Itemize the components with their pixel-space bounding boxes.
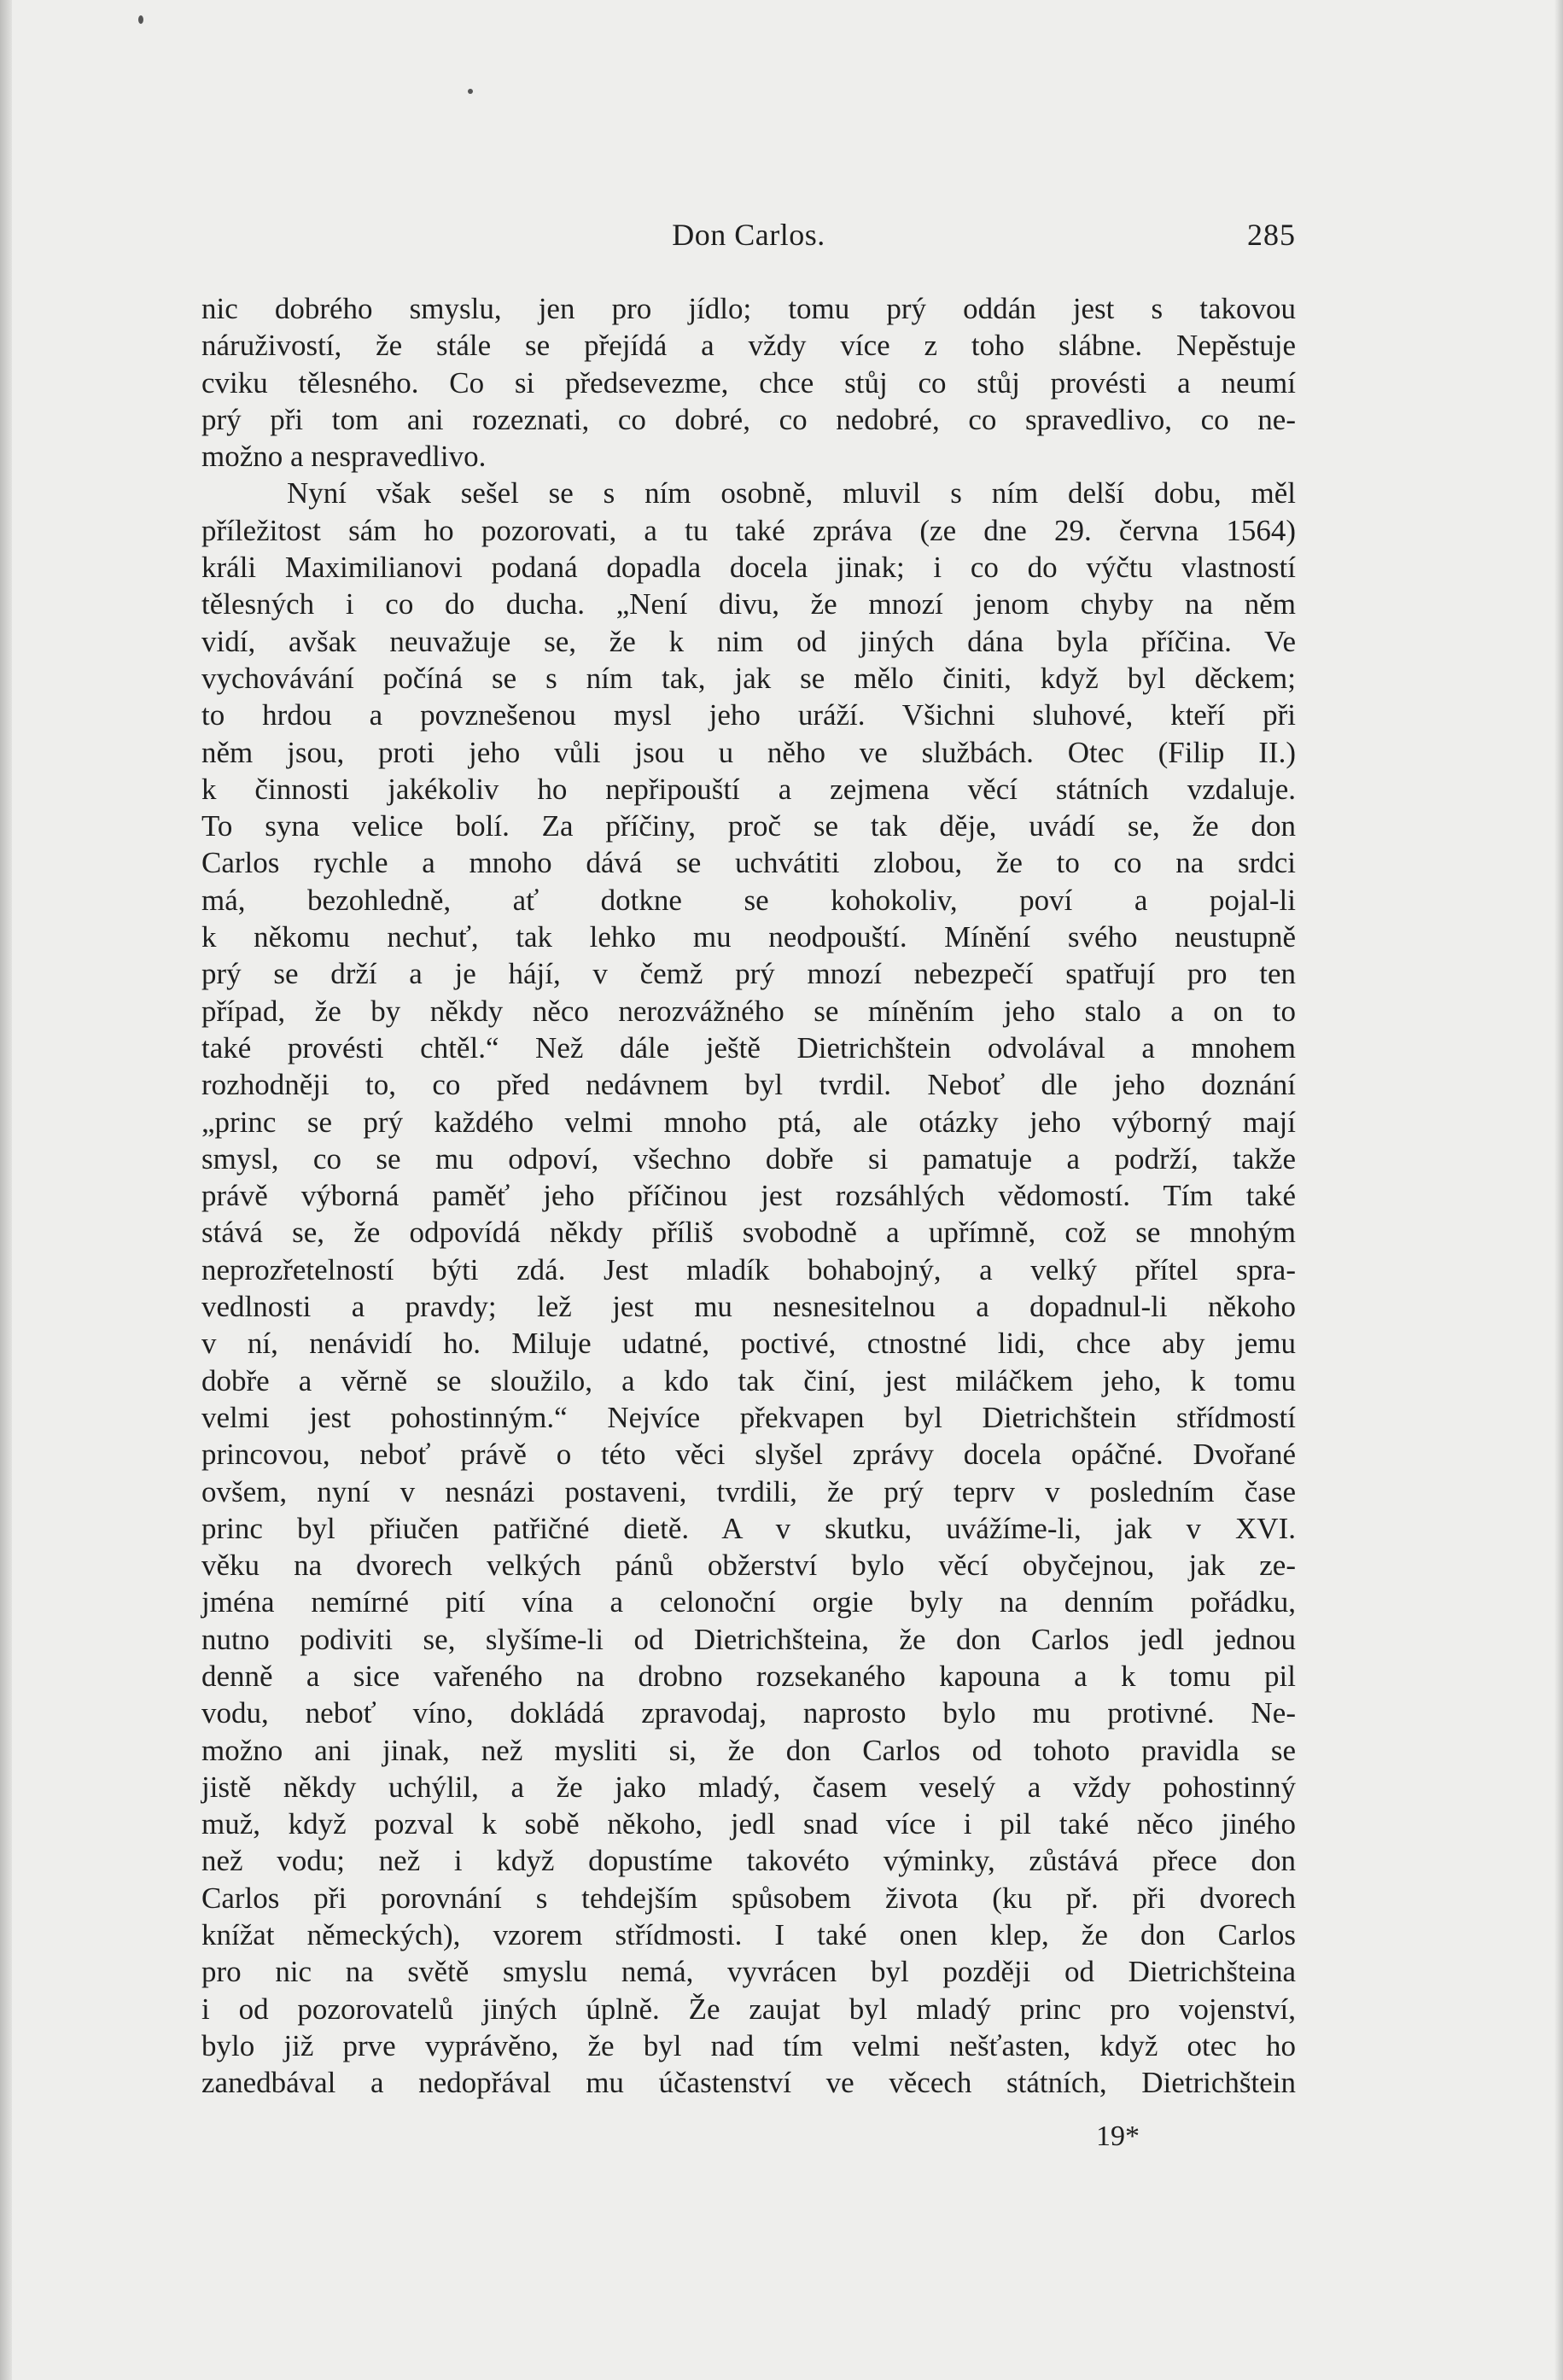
text-line: velmi jest pohostinným.“ Nejvíce překvapen byl Dietrichštein střídmostí (201, 1400, 1296, 1434)
text-line: vychovávání počíná se s ním tak, jak se mělo činiti, když byl děckem; (201, 661, 1296, 695)
text-line: ovšem, nyní v nesnázi postaveni, tvrdili, že prý teprv v posledním čase (201, 1474, 1296, 1508)
text-line: neprozřetelností býti zdá. Jest mladík bohabojný, a velký přítel spra- (201, 1252, 1296, 1286)
text-line: věku na dvorech velkých pánů obžerství bylo věcí obyčejnou, jak ze- (201, 1549, 1296, 1583)
page-edge-left (0, 0, 12, 2380)
text-line: Nyní však sešel se s ním osobně, mluvil s ním delší dobu, měl (287, 476, 1296, 510)
text-line: v ní, nenávidí ho. Miluje udatné, poctivé, ctnostné lidi, chce aby jemu (201, 1327, 1296, 1361)
text-line: má, bezohledně, ať dotkne se kohokoliv, poví a pojal-li (201, 883, 1296, 917)
text-line: k činnosti jakékoliv ho nepřipouští a zejmena věcí státních vzdaluje. (201, 772, 1296, 806)
text-line: dobře a věrně se sloužilo, a kdo tak činí, jest miláčkem jeho, k tomu (201, 1363, 1296, 1397)
text-line: bylo již prve vyprávěno, že byl nad tím velmi nešťasten, když otec ho (201, 2028, 1296, 2062)
text-line: knížat německých), vzorem střídmosti. I také onen klep, že don Carlos (201, 1918, 1296, 1952)
text-line: prý se drží a je hájí, v čemž prý mnozí nebezpečí spatřují pro ten (201, 957, 1296, 991)
text-line: náruživostí, že stále se přejídá a vždy více z toho slábne. Nepěstuje (201, 329, 1296, 363)
text-line: nic dobrého smyslu, jen pro jídlo; tomu prý oddán jest s takovou (201, 292, 1296, 325)
page-edge-right (1554, 0, 1563, 2380)
text-line: než vodu; než i když dopustíme takovéto výminky, zůstává přece don (201, 1844, 1296, 1878)
text-line: pro nic na světě smyslu nemá, vyvrácen byl později od Dietrichšteina (201, 1955, 1296, 1989)
text-line: vodu, neboť víno, dokládá zpravodaj, naprosto bylo mu protivné. Ne- (201, 1696, 1296, 1730)
text-line: k někomu nechuť, tak lehko mu neodpouští. Mínění svého neustupně (201, 920, 1296, 954)
text-line: jména nemírné pití vína a celonoční orgie byly na denním pořádku, (201, 1585, 1296, 1619)
signature-mark: 19* (1096, 2120, 1140, 2152)
text-line: Carlos rychle a mnoho dává se uchvátiti zlobou, že to co na srdci (201, 846, 1296, 880)
running-head (201, 213, 1296, 256)
ink-speck (138, 15, 143, 24)
text-line: i od pozorovatelů jiných úplně. Že zaujat byl mladý princ pro vojenství, (201, 1992, 1296, 2026)
text-line: také provésti chtěl.“ Než dále ještě Dietrichštein odvolával a mnohem (201, 1030, 1296, 1065)
text-line: „princ se prý každého velmi mnoho ptá, ale otázky jeho výborný mají (201, 1105, 1296, 1139)
text-line: příležitost sám ho pozorovati, a tu také zpráva (ze dne 29. června 1564) (201, 513, 1296, 547)
text-line: rozhodněji to, co před nedávnem byl tvrdil. Neboť dle jeho doznání (201, 1068, 1296, 1102)
running-title: Don Carlos. (672, 218, 825, 252)
text-line: vedlnosti a pravdy; lež jest mu nesnesitelnou a dopadnul-li někoho (201, 1290, 1296, 1324)
page-number: 285 (1247, 218, 1296, 252)
text-line: cviku tělesného. Co si předsevezme, chce stůj co stůj provésti a neumí (201, 365, 1296, 400)
text-line: případ, že by někdy něco nerozvážného se míněním jeho stalo a on to (201, 994, 1296, 1028)
text-line: možno a nespravedlivo. (201, 440, 487, 474)
text-line: zanedbával a nedopřával mu účastenství ve věcech státních, Dietrichštein (201, 2066, 1296, 2100)
body-text (201, 290, 1296, 2102)
text-line: jistě někdy uchýlil, a že jako mladý, časem veselý a vždy pohostinný (201, 1770, 1296, 1804)
text-line: tělesných i co do ducha. „Není divu, že mnozí jenom chyby na něm (201, 587, 1296, 621)
ink-speck (468, 89, 473, 94)
text-line: právě výborná paměť jeho příčinou jest rozsáhlých vědomostí. Tím také (201, 1179, 1296, 1213)
text-line: To syna velice bolí. Za příčiny, proč se tak děje, uvádí se, že don (201, 809, 1296, 843)
text-line: princovou, neboť právě o této věci slyšel zprávy docela opáčné. Dvořané (201, 1438, 1296, 1472)
text-line: Carlos při porovnání s tehdejším spůsobem života (ku př. při dvorech (201, 1881, 1296, 1915)
text-line: vidí, avšak neuvažuje se, že k nim od jiných dána byla příčina. Ve (201, 624, 1296, 658)
text-line: smysl, co se mu odpoví, všechno dobře si pamatuje a podrží, takže (201, 1141, 1296, 1175)
text-line: možno ani jinak, než mysliti si, že don Carlos od tohoto pravidla se (201, 1733, 1296, 1767)
text-line: nutno podiviti se, slyšíme-li od Dietrichšteina, že don Carlos jedl jednou (201, 1622, 1296, 1656)
text-line: prý při tom ani rozeznati, co dobré, co nedobré, co spravedlivo, co ne- (201, 402, 1296, 436)
text-line: denně a sice vařeného na drobno rozsekaného kapouna a k tomu pil (201, 1659, 1296, 1693)
text-line: to hrdou a povznešenou mysl jeho uráží. Všichni sluhové, kteří při (201, 698, 1296, 732)
text-line: stává se, že odpovídá někdy příliš svobodně a upřímně, což se mnohým (201, 1216, 1296, 1250)
text-line: muž, když pozval k sobě někoho, jedl snad více i pil také něco jiného (201, 1807, 1296, 1841)
text-line: králi Maximilianovi podaná dopadla docela jinak; i co do výčtu vlastností (201, 551, 1296, 585)
text-line: něm jsou, proti jeho vůli jsou u něho ve službách. Otec (Filip II.) (201, 735, 1296, 769)
text-line: princ byl přiučen patřičné dietě. A v skutku, uvážíme-li, jak v XVI. (201, 1511, 1296, 1545)
